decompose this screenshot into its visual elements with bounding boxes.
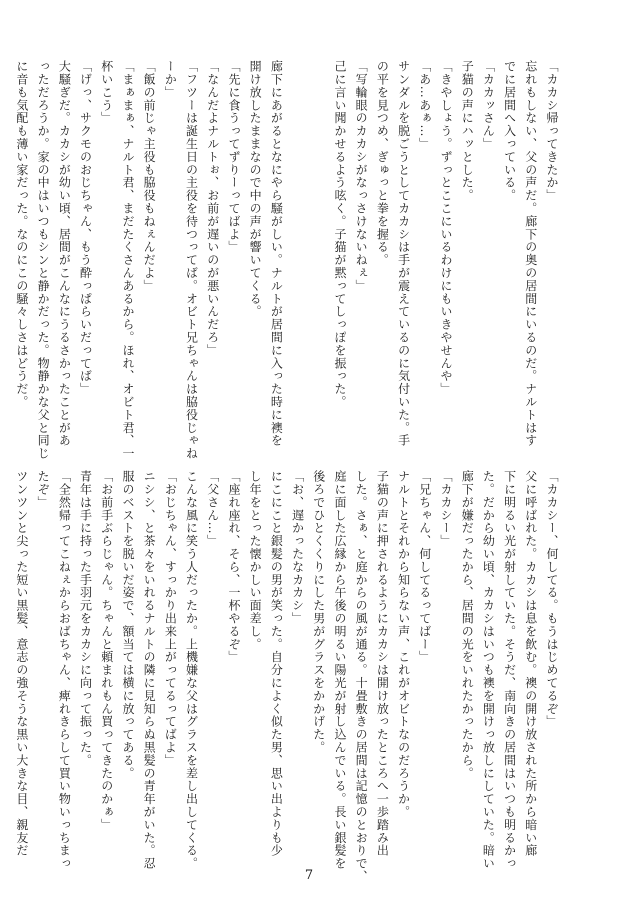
text-line: 「なんだよナルトぉ、お前が遅いのが悪いんだろ」 (205, 60, 220, 357)
text-line: 「父さん…」 (205, 470, 220, 548)
text-line: 「カカシー」 (438, 470, 453, 548)
text-block-lower (14, 470, 562, 883)
text-line: 廊下が嫌だったから、居間の光をいれたかったから。 (460, 470, 475, 780)
text-line: でに居間へ入っている。 (502, 60, 517, 202)
text-line: 己に言い聞かせるよう呟く。子猫が黙ってしっぽを振った。 (332, 60, 347, 409)
text-line: 「兄ちゃん、何してるってばー」 (417, 470, 432, 664)
text-line: 「座れ座れ、そら、一杯やるぞ」 (226, 470, 241, 664)
text-line: たぞ」 (36, 470, 51, 509)
text-line (308, 60, 329, 360)
text-line: 「おじちゃん、すっかり出来上がってるってばよ」 (163, 470, 178, 767)
text-line: 父に呼ばれた。カカシは息を飲む。襖の開け放された所から暗い廊 (523, 470, 538, 857)
text-line: ニシシ、と茶々をいれるナルトの隣に見知らぬ黒髪の青年がいた。忍 (142, 470, 157, 870)
text-line: 「飯の前じゃ主役も脇役もねぇんだよ」 (142, 60, 157, 293)
text-line: ーか」 (163, 60, 178, 99)
text-line: こんな風に笑う人だったか。上機嫌な父はグラスを差し出してくる。 (184, 470, 199, 870)
text-line: 杯いこう」 (99, 60, 114, 125)
text-line (286, 60, 307, 360)
text-line: サンダルを脱ごうとしてカカシは手が震えているのに気付いた。手 (396, 60, 411, 447)
page-number: 7 (304, 868, 314, 883)
text-line: 大騒ぎだ。カカシが幼い頃、居間がこんなにうるさかったことがあ (57, 60, 72, 447)
text-line: ナルトとそれから知らない声、これがオビトなのだろうか。 (396, 470, 411, 819)
text-line: し年をとった懐かしい面差し。 (248, 470, 263, 651)
text-line: 「お前手ぶらじゃん。ちゃんと頼まれもん買ってきたのかぁ」 (99, 470, 114, 832)
text-line: た。だから幼い頃、カカシはいつも襖を開けっ放しにしていた。暗い (481, 470, 496, 870)
text-line: 青年は手に持った手羽元をカカシに向って振った。 (78, 470, 93, 767)
text-line: っただろうか。家の中はいつもシンと静かだった。物静かな父と同じ (36, 60, 51, 460)
text-line: にこにこと銀髪の男が笑った。自分によく似た男、思い出よりも少 (269, 470, 284, 857)
text-line: 「お、遅かったなカカシ」 (290, 470, 305, 625)
text-line: に音も気配も薄い家だった。なのにこの騒々しさはどうだ。 (14, 60, 29, 409)
text-line: の平を見つめ、ぎゅっと拳を握る。 (375, 60, 390, 267)
text-line: 開け放したままなので中の声が響いてくる。 (248, 60, 263, 318)
text-line: 子猫の声に押されるようにカカシは開け放ったところへ一歩踏み出 (375, 470, 390, 857)
text-line: 「フツーは誕生日の主役を待つってば。オビト兄ちゃんは脇役じゃね (184, 60, 199, 460)
text-line: 庭に面した広縁から午後の明るい陽光が射し込んでいる。長い銀髪を (332, 470, 347, 870)
text-block-upper (14, 60, 562, 460)
text-line: ツンツンと尖った短い黒髪、意志の強そうな黒い大きな目、親友だ (14, 470, 29, 857)
text-line: 「カカッさん」 (481, 60, 496, 151)
text-line: した。さぁ、と庭からの風が通る。十畳敷きの居間は記憶のとおりで、 (354, 470, 369, 883)
text-line: 忘れもしない、父の声だ。廊下の奥の居間にいるのだ。ナルトはす (523, 60, 538, 447)
text-line: 「全然帰ってこねぇからおばちゃん、痺れきらして買い物いっちまっ (57, 470, 72, 870)
text-line: 服のベストを脱いだ姿で、額当ては横に放ってある。 (120, 470, 135, 780)
text-line: 廊下にあがるとなにやら騒がしい。ナルトが居間に入った時に襖を (269, 60, 284, 447)
text-line: 後ろでひとくくりにした男がグラスをかかげた。 (311, 470, 326, 754)
text-line: 「きやしょう。ずっとここにいるわけにもいきやせんや」 (438, 60, 453, 396)
text-line: 「あ…あぁ…」 (417, 60, 432, 151)
text-line: 「カカシー、何してる。もうはじめてるぞ」 (545, 470, 559, 728)
text-line: 「カカシ帰ってきたか」 (545, 60, 559, 202)
text-line: 「先に食うってずりーってばよ」 (226, 60, 241, 254)
text-line: 「まぁまぁ、ナルト君、まだたくさんあるから。ほれ、オビト君、一 (120, 60, 135, 460)
text-line: 子猫の声にハッとした。 (460, 60, 475, 202)
text-line: 「げっ、サクモのおじちゃん、もう酔っぱらいだってば」 (78, 60, 93, 396)
text-line: 下に明るい光が射していた。そうだ、南向きの居間はいつも明るかっ (502, 470, 517, 870)
text-line: 「写輪眼のカカシがなっさけないねぇ」 (354, 60, 369, 293)
